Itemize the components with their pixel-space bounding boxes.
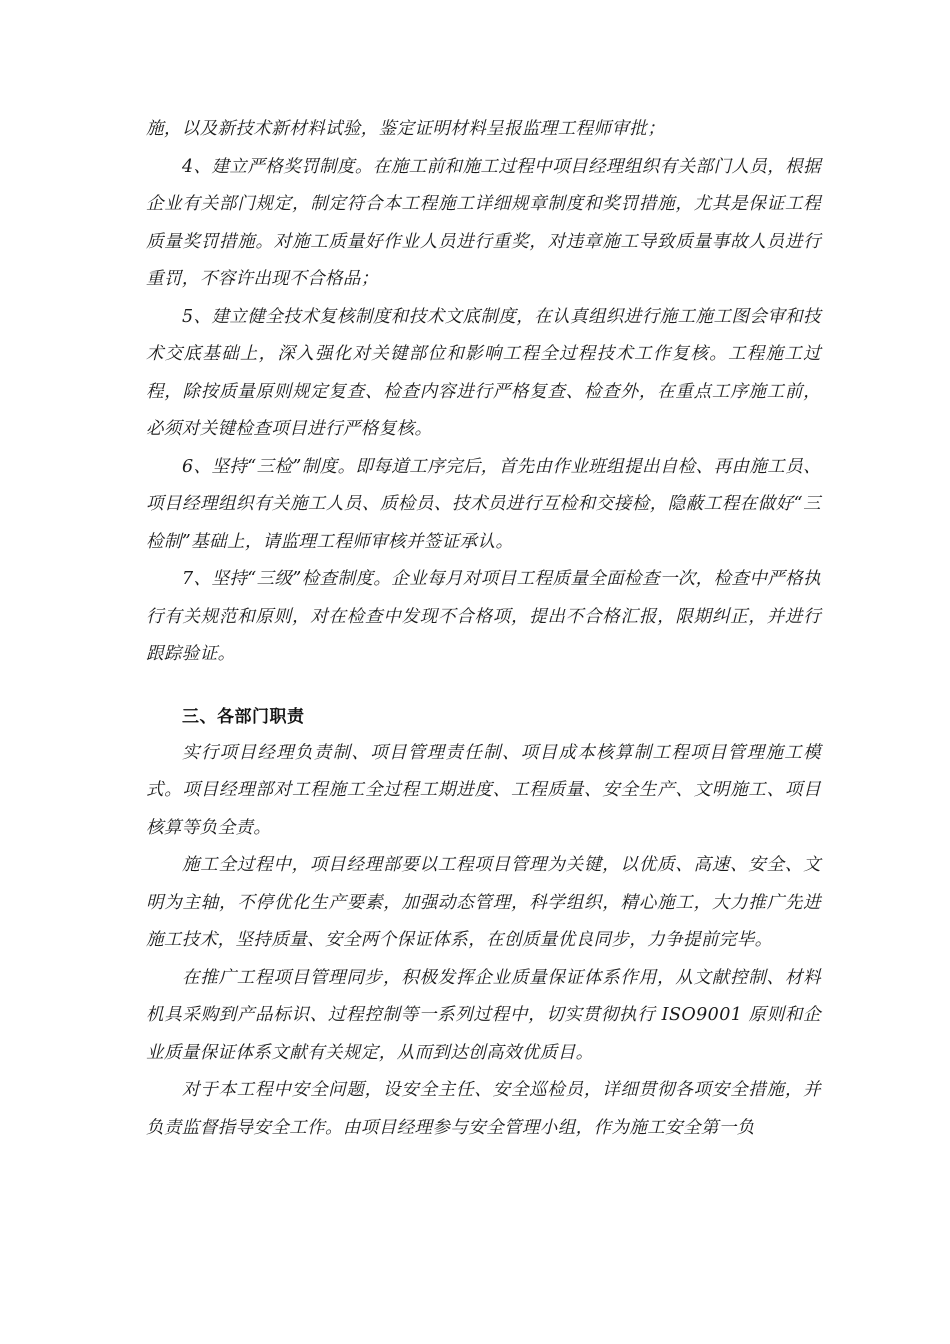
paragraph-item-6: 6、坚持“三检”制度。即每道工序完后，首先由作业班组提出自检、再由施工员、项目经理组织有关施工人员、质检员、技术员进行互检和交接检，隐蔽工程在做好“三检制”基础上，请监理工程师审核并签证承认。: [146, 456, 821, 552]
paragraph-responsibility-2: 施工全过程中，项目经理部要以工程项目管理为关键，以优质、高速、安全、文明为主轴，不停优化生产要素，加强动态管理，科学组织，精心施工，大力推广先进施工技术，坚持质量、安全两个保证体系，在创质量优良同步，力争提前完毕。: [146, 855, 821, 950]
paragraph-continuation: 施，以及新技术新材料试验，鉴定证明材料呈报监理工程师审批；: [146, 119, 666, 139]
paragraph-item-7: 7、坚持“三级”检查制度。企业每月对项目工程质量全面检查一次，检查中严格执行有关规范和原则，对在检查中发现不合格项，提出不合格汇报，限期纠正，并进行跟踪验证。: [146, 569, 821, 664]
paragraph-responsibility-1: 实行项目经理负责制、项目管理责任制、项目成本核算制工程项目管理施工模式。项目经理部对工程施工全过程工期进度、工程质量、安全生产、文明施工、项目核算等负全责。: [146, 742, 821, 838]
document-body: [146, 111, 821, 1147]
paragraph-responsibility-4: 对于本工程中安全问题，设安全主任、安全巡检员，详细贯彻各项安全措施，并负责监督指导安全工作。由项目经理参与安全管理小组，作为施工安全第一负: [146, 1080, 821, 1138]
paragraph-item-4: 4、建立严格奖罚制度。在施工前和施工过程中项目经理组织有关部门人员，根据企业有关部门规定，制定符合本工程施工详细规章制度和奖罚措施，尤其是保证工程质量奖罚措施。对施工质量好作业人员进行重奖，对违章施工导致质量事故人员进行重罚，不容许出现不合格品；: [146, 156, 821, 289]
paragraph-responsibility-3: 在推广工程项目管理同步，积极发挥企业质量保证体系作用，从文献控制、材料机具采购到产品标识、过程控制等一系列过程中，切实贯彻执行 ISO9001 原则和企业质量保证体系文献有关规定，从而到达创高效优质目。: [146, 967, 821, 1063]
paragraph-item-5: 5、建立健全技术复核制度和技术文底制度，在认真组织进行施工施工图会审和技术交底基础上，深入强化对关键部位和影响工程全过程技术工作复核。工程施工过程，除按质量原则规定复查、检查内容进行严格复查、检查外，在重点工序施工前，必须对关键检查项目进行严格复核。: [146, 306, 821, 439]
section-heading: 三、各部门职责: [182, 706, 305, 727]
